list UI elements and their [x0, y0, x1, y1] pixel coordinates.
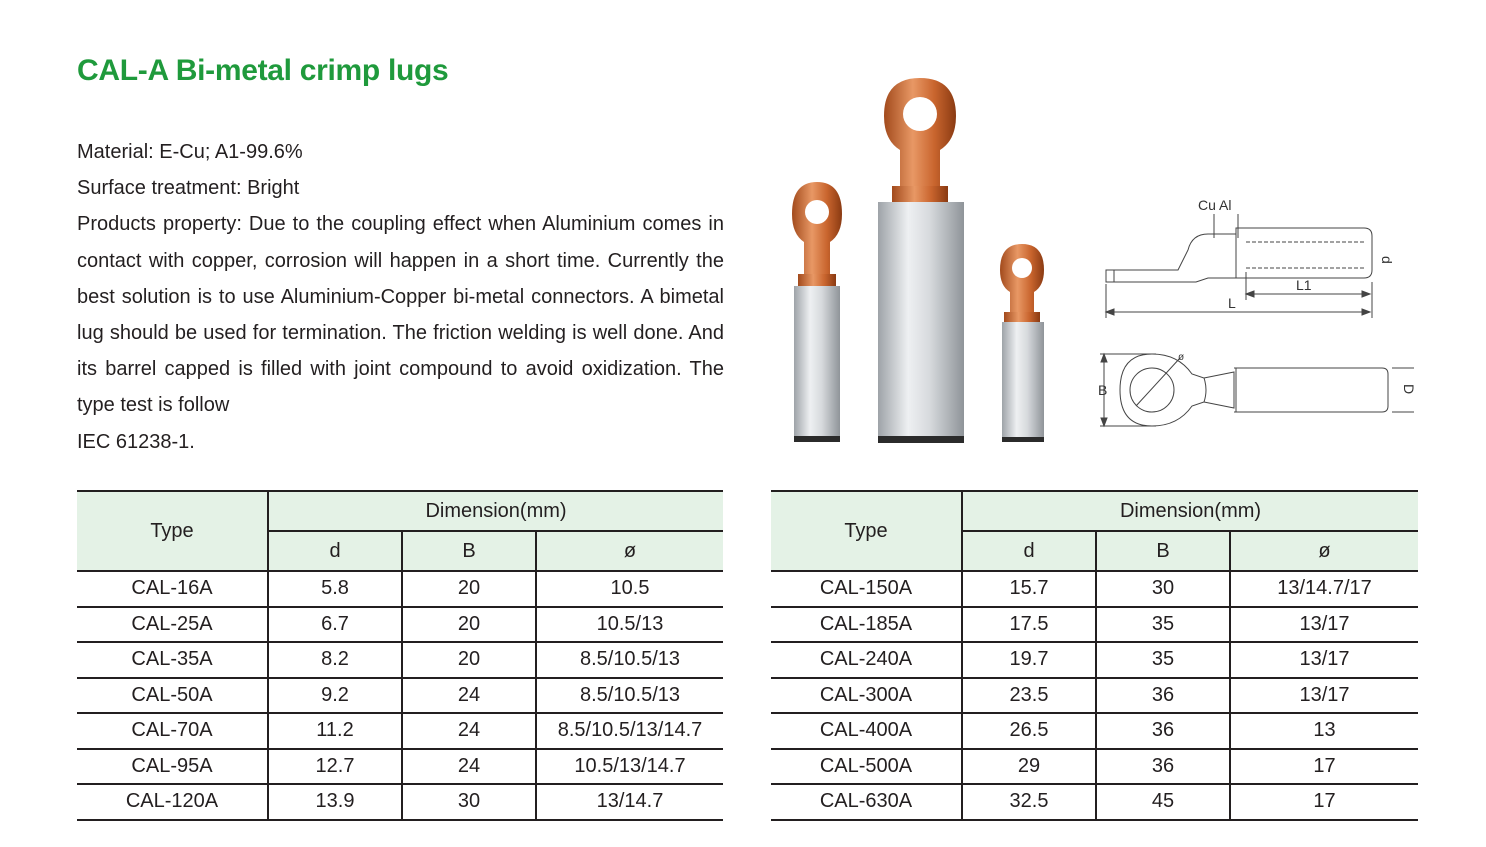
surface-treatment-line: Surface treatment: Bright: [77, 177, 300, 200]
phi-header: ø: [536, 531, 723, 571]
b-cell: 20: [402, 642, 536, 678]
material-line: Material: E-Cu; A1-99.6%: [77, 141, 303, 163]
l-label: L: [1228, 295, 1236, 311]
dimension-header: Dimension(mm): [268, 491, 723, 531]
table-row: [771, 713, 1418, 749]
product-photo: [780, 74, 1070, 454]
l1-label: L1: [1296, 277, 1312, 293]
type-cell: CAL-120A: [77, 784, 268, 820]
table-row: [771, 749, 1418, 785]
phi-cell: 10.5: [536, 571, 723, 607]
phi-cell: 13/14.7: [536, 784, 723, 820]
b-cell: 24: [402, 713, 536, 749]
table-row: [771, 571, 1418, 607]
type-cell: CAL-25A: [77, 607, 268, 643]
b-cell: 24: [402, 678, 536, 714]
d-cell: 9.2: [268, 678, 402, 714]
d-header: d: [962, 531, 1096, 571]
b-cell: 35: [1096, 607, 1230, 643]
type-cell: CAL-50A: [77, 678, 268, 714]
table-row: [771, 678, 1418, 714]
table-row: [77, 607, 723, 643]
type-cell: CAL-300A: [771, 678, 962, 714]
d-cell: 8.2: [268, 642, 402, 678]
table-row: [771, 607, 1418, 643]
table-row: [771, 784, 1418, 820]
phi-cell: 17: [1230, 749, 1418, 785]
b-cell: 36: [1096, 678, 1230, 714]
technical-drawing: [1096, 192, 1426, 437]
phi-cell: 13/17: [1230, 678, 1418, 714]
type-header: Type: [77, 491, 268, 571]
table-row: [77, 713, 723, 749]
d-cell: 6.7: [268, 607, 402, 643]
d-cell: 15.7: [962, 571, 1096, 607]
type-cell: CAL-35A: [77, 642, 268, 678]
table-row: [771, 642, 1418, 678]
phi-cell: 13: [1230, 713, 1418, 749]
products-property-paragraph: Products property: Due to the coupling effect when Aluminium comes in contact with copper, corrosion will happen in a short time. Currently the best solution is to use Aluminium-Copper bi-metal connectors. A bimetal lug should be used for termination. The friction welding is well done. And its barrel capped is filled with joint compound to avoid oxidization. The type test is follow: [77, 213, 724, 417]
type-cell: CAL-630A: [771, 784, 962, 820]
phi-header: ø: [1230, 531, 1418, 571]
lug-small-right: [1000, 244, 1044, 442]
d-cell: 17.5: [962, 607, 1096, 643]
table-row: [77, 678, 723, 714]
phi-cell: 8.5/10.5/13: [536, 678, 723, 714]
type-cell: CAL-500A: [771, 749, 962, 785]
table-row: [77, 642, 723, 678]
top-view: [1098, 352, 1417, 426]
b-cell: 30: [1096, 571, 1230, 607]
type-cell: CAL-16A: [77, 571, 268, 607]
b-cell: 20: [402, 571, 536, 607]
spec-table-right: [771, 490, 1418, 821]
lug-small-left: [792, 182, 842, 442]
side-view: [1106, 197, 1395, 318]
type-header: Type: [771, 491, 962, 571]
d-cell: 11.2: [268, 713, 402, 749]
phi-cell: 8.5/10.5/13: [536, 642, 723, 678]
phi-cell: 17: [1230, 784, 1418, 820]
d-cell: 12.7: [268, 749, 402, 785]
phi-cell: 10.5/13: [536, 607, 723, 643]
cu-al-label: Cu Al: [1198, 197, 1232, 213]
phi-cell: 10.5/13/14.7: [536, 749, 723, 785]
table-row: [77, 571, 723, 607]
type-cell: CAL-185A: [771, 607, 962, 643]
b-cell: 24: [402, 749, 536, 785]
standard-line: IEC 61238-1.: [77, 430, 195, 453]
d-cell: 13.9: [268, 784, 402, 820]
b-cell: 35: [1096, 642, 1230, 678]
page-title: CAL-A Bi-metal crimp lugs: [77, 54, 449, 87]
d-cell: 23.5: [962, 678, 1096, 714]
phi-cell: 13/17: [1230, 607, 1418, 643]
type-cell: CAL-400A: [771, 713, 962, 749]
b-cell: 20: [402, 607, 536, 643]
d-header: d: [268, 531, 402, 571]
table-row: [77, 749, 723, 785]
b-header: B: [1096, 531, 1230, 571]
phi-cell: 13/17: [1230, 642, 1418, 678]
type-cell: CAL-95A: [77, 749, 268, 785]
type-cell: CAL-70A: [77, 713, 268, 749]
d-label: d: [1379, 256, 1395, 264]
d-cell: 32.5: [962, 784, 1096, 820]
d-cell: 26.5: [962, 713, 1096, 749]
big-d-label: D: [1401, 384, 1417, 395]
phi-cell: 8.5/10.5/13/14.7: [536, 713, 723, 749]
lug-large-center: [878, 78, 964, 443]
product-description: [77, 134, 724, 460]
type-cell: CAL-150A: [771, 571, 962, 607]
b-label: B: [1098, 382, 1108, 398]
phi-cell: 13/14.7/17: [1230, 571, 1418, 607]
b-cell: 36: [1096, 749, 1230, 785]
dimension-header: Dimension(mm): [962, 491, 1418, 531]
b-header: B: [402, 531, 536, 571]
phi-label: ø: [1178, 352, 1185, 363]
type-cell: CAL-240A: [771, 642, 962, 678]
d-cell: 5.8: [268, 571, 402, 607]
b-cell: 36: [1096, 713, 1230, 749]
spec-table-left: [77, 490, 723, 821]
table-row: [77, 784, 723, 820]
b-cell: 45: [1096, 784, 1230, 820]
d-cell: 29: [962, 749, 1096, 785]
d-cell: 19.7: [962, 642, 1096, 678]
b-cell: 30: [402, 784, 536, 820]
